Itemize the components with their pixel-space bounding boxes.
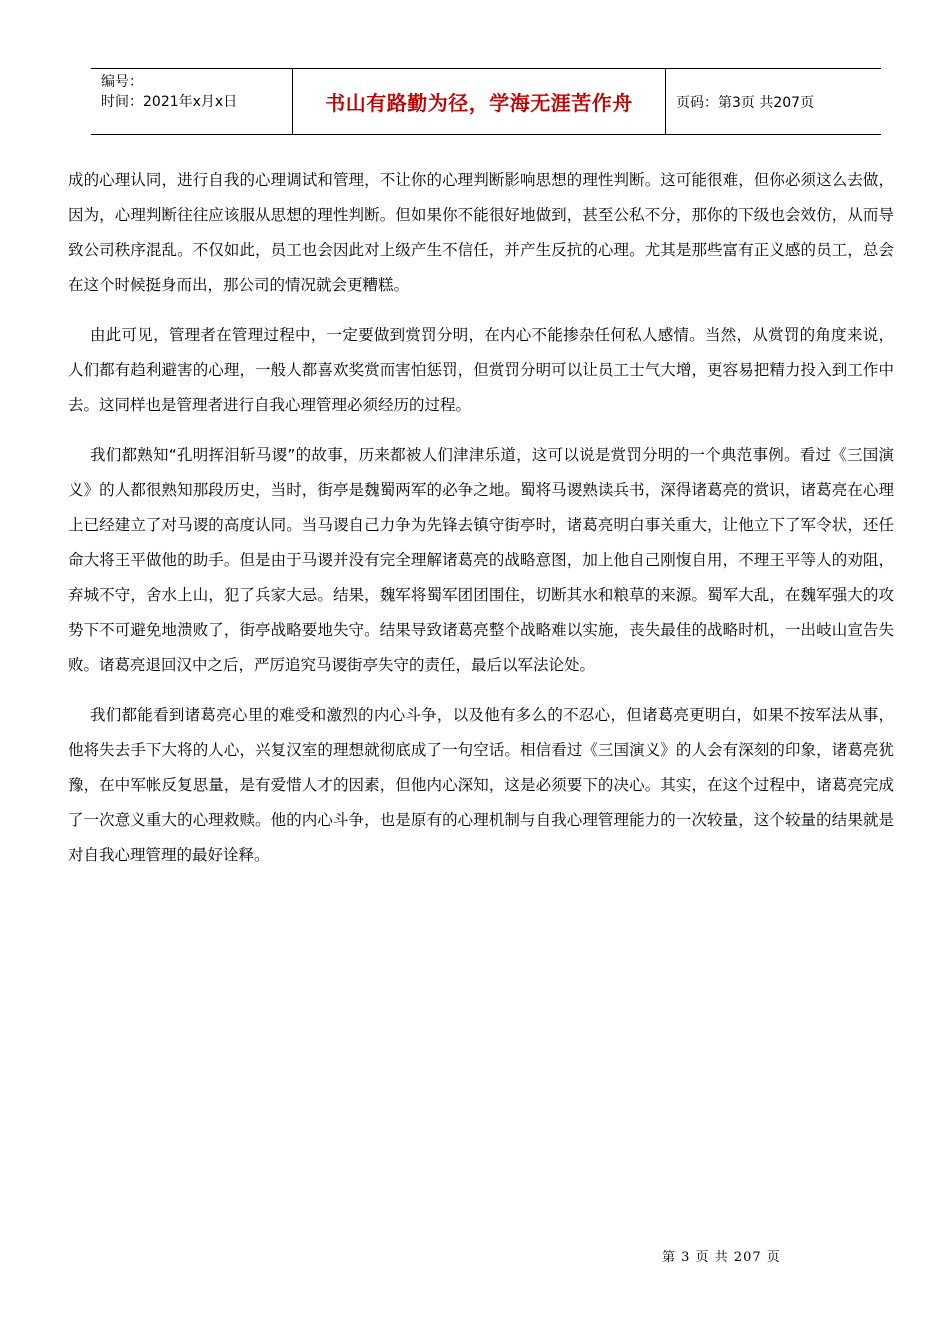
paragraph: 我们都能看到诸葛亮心里的难受和激烈的内心斗争，以及他有多么的不忍心，但诸葛亮更明白，如果不按军法从事，他将失去手下大将的人心，兴复汉室的理想就彻底成了一句空话。相信看过《三国演义》的人会有深刻的印象，诸葛亮犹豫，在中军帐反复思量，是有爱惜人才的因素，但他内心深知，这是必须要下的决心。其实，在这个过程中，诸葛亮完成了一次意义重大的心理救赎。他的内心斗争，也是原有的心理机制与自我心理管理能力的一次较量，这个较量的结果就是对自我心理管理的最好诠释。 <box>68 706 894 864</box>
document-body <box>68 163 894 888</box>
page-header <box>91 68 881 135</box>
header-meta <box>91 69 293 134</box>
time-label: 时间：2021年x月x日 <box>101 94 238 110</box>
page-footer: 第 3 页 共 207 页 <box>662 1250 781 1265</box>
header-motto: 书山有路勤为径，学海无涯苦作舟 <box>293 69 666 134</box>
paragraph: 我们都熟知“孔明挥泪斩马谡”的故事，历来都被人们津津乐道，这可以说是赏罚分明的一个典范事例。看过《三国演义》的人都很熟知那段历史，当时，街亭是魏蜀两军的必争之地。蜀将马谡熟读兵书，深得诸葛亮的赏识，诸葛亮在心理上已经建立了对马谡的高度认同。当马谡自己力争为先锋去镇守街亭时，诸葛亮明白事关重大，让他立下了军令状，还任命大将王平做他的助手。但是由于马谡并没有完全理解诸葛亮的战略意图，加上他自己刚愎自用，不理王平等人的劝阻，弃城不守，舍水上山，犯了兵家大忌。结果，魏军将蜀军团团围住，切断其水和粮草的来源。蜀军大乱，在魏军强大的攻势下不可避免地溃败了，街亭战略要地失守。结果导致诸葛亮整个战略难以实施，丧失最佳的战略时机，一出岐山宣告失败。诸葛亮退回汉中之后，严厉追究马谡街亭失守的责任，最后以军法论处。 <box>68 446 894 674</box>
paragraph: 成的心理认同，进行自我的心理调试和管理，不让你的心理判断影响思想的理性判断。这可能很难，但你必须这么去做，因为，心理判断往往应该服从思想的理性判断。但如果你不能很好地做到，甚至公私不分，那你的下级也会效仿，从而导致公司秩序混乱。不仅如此，员工也会因此对上级产生不信任，并产生反抗的心理。尤其是那些富有正义感的员工，总会在这个时候挺身而出，那公司的情况就会更糟糕。 <box>68 171 894 294</box>
paragraph: 由此可见，管理者在管理过程中，一定要做到赏罚分明，在内心不能掺杂任何私人感情。当然，从赏罚的角度来说，人们都有趋利避害的心理，一般人都喜欢奖赏而害怕惩罚，但赏罚分明可以让员工士气大增，更容易把精力投入到工作中去。这同样也是管理者进行自我心理管理必须经历的过程。 <box>68 326 894 414</box>
header-page-label: 页码：第3页 共207页 <box>676 94 815 111</box>
number-label: 编号： <box>101 74 143 90</box>
